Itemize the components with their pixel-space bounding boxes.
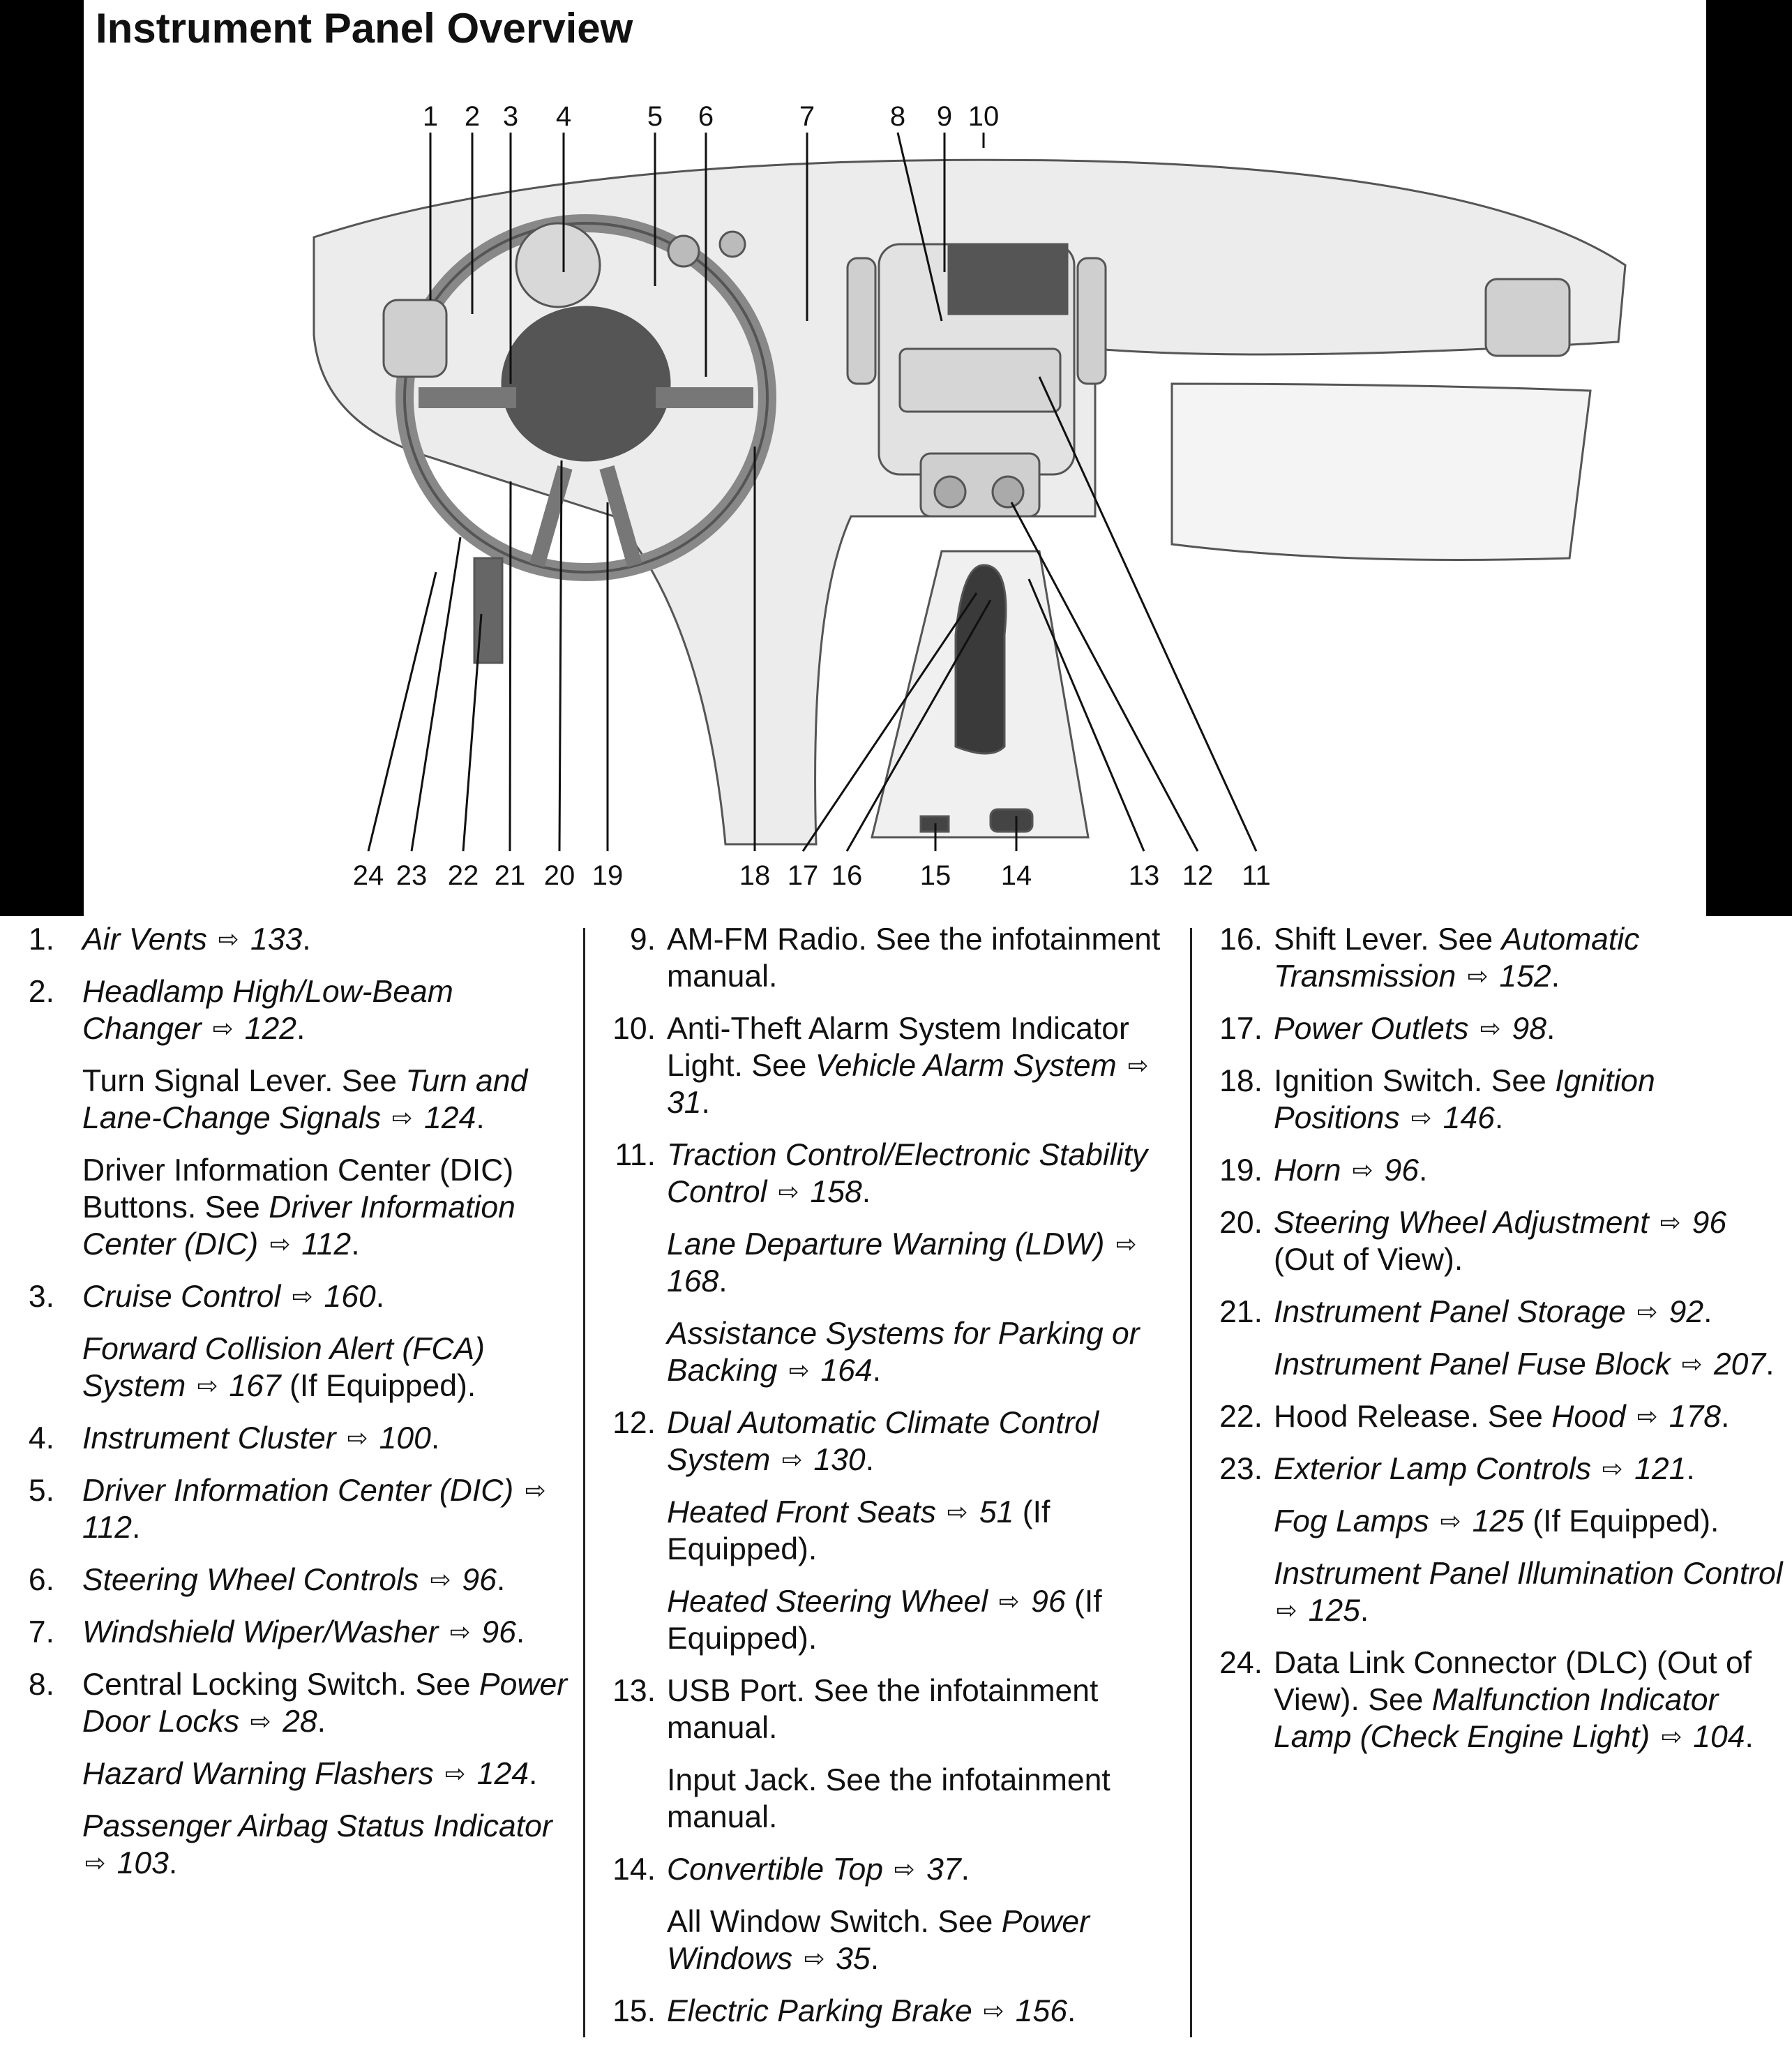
legend-column-1 [21,921,572,1897]
page-number: 158 [801,1175,862,1209]
legend-text: . [1745,1720,1754,1754]
legend-number: 14. [612,1852,656,1887]
arrow-icon: ⇨ [1479,1014,1501,1043]
legend-number: 1. [28,922,54,957]
legend-number: 7. [28,1615,54,1649]
legend-text: AM-FM Radio. See the infotainment manual. [667,922,1161,994]
legend-number: 24. [1219,1646,1263,1680]
legend-entry [1212,1204,1784,1278]
column-divider-1 [583,928,585,2037]
page-reference [1274,1594,1360,1628]
legend-text: . [961,1852,970,1887]
legend-text: . [529,1757,538,1791]
legend-number: 16. [1219,922,1263,957]
bottom-callout-22: 22 [447,860,479,891]
legend-text: Central Locking Switch. See [82,1668,479,1702]
legend-text: . [515,1615,525,1649]
arrow-icon: ⇨ [218,925,239,954]
page-number: 51 [970,1495,1014,1529]
page-number: 96 [1022,1585,1066,1619]
legend-text: USB Port. See the infotainment manual. [667,1674,1099,1745]
page-number: 31 [667,1086,702,1120]
arrow-icon: ⇨ [444,1760,466,1788]
topic-title: Air Vents [82,922,207,957]
topic-title: Ignition Positions [1274,1064,1655,1135]
topic-title: Hood [1551,1400,1626,1434]
legend-entry [605,1226,1177,1300]
page-reference [767,1175,861,1209]
legend-text: . [718,1264,728,1298]
topic-title: Heated Front Seats [667,1495,936,1529]
topic-title: Power Windows [667,1905,1090,1976]
legend-entry [1212,1555,1784,1629]
legend-text: . [1720,1400,1730,1434]
arrow-icon: ⇨ [392,1104,413,1132]
topic-title: Heated Steering Wheel [667,1585,988,1619]
topic-title: Power Door Locks [82,1668,568,1739]
page-number: 112 [292,1227,352,1261]
arrow-icon: ⇨ [1352,1156,1373,1185]
arrow-icon: ⇨ [525,1476,546,1505]
legend-text: Turn Signal Lever. See [82,1064,406,1098]
top-callout-6: 6 [698,101,714,132]
legend-entry [1212,1503,1784,1540]
page-reference [186,1369,280,1403]
legend-number: 8. [28,1668,54,1702]
legend-number: 18. [1219,1064,1263,1098]
bottom-callout-12: 12 [1182,860,1214,891]
legend-text: . [476,1101,485,1135]
legend-entry [21,973,572,1047]
legend-number: 21. [1219,1295,1263,1329]
topic-title: Horn [1274,1153,1341,1188]
topic-title: Hazard Warning Flashers [82,1757,434,1791]
page-reference [936,1495,1014,1529]
arrow-icon: ⇨ [1602,1455,1624,1483]
page-number: 124 [468,1757,529,1791]
arrow-icon: ⇨ [778,1178,799,1206]
legend-entry [1212,1451,1784,1488]
legend-number: 3. [28,1280,54,1314]
legend-text: . [1360,1594,1369,1628]
legend-column-2 [605,921,1177,2045]
arrow-icon: ⇨ [1659,1208,1681,1237]
legend-number: 15. [612,1994,656,2028]
legend-entry [1212,921,1784,995]
page-number: 96 [453,1563,497,1597]
bottom-callout-19: 19 [592,860,624,891]
page-reference [777,1354,872,1388]
legend-entry [21,1420,572,1457]
topic-title: Driver Information Center (DIC) [82,1474,514,1508]
legend-number: 17. [1219,1012,1263,1046]
page-number: 146 [1434,1101,1495,1135]
bottom-callout-20: 20 [543,860,575,891]
page-reference [434,1757,529,1791]
legend-number: 13. [612,1674,656,1708]
bottom-callout-13: 13 [1128,860,1160,891]
page-reference [1650,1720,1745,1754]
page-number: 167 [220,1369,281,1403]
legend-entry [21,1666,572,1740]
topic-title: Instrument Panel Storage [1274,1295,1626,1329]
page-number: 35 [827,1942,871,1976]
page-reference [202,1012,296,1046]
legend-entry [21,1152,572,1263]
legend-text: Ignition Switch. See [1274,1064,1556,1098]
page-number: 124 [415,1101,476,1135]
legend-text: . [1419,1153,1428,1188]
legend-text: Driver Information Center (DIC) Buttons. See [82,1153,514,1224]
legend-entry [605,1672,1177,1746]
top-callout-4: 4 [555,101,572,132]
page-number: 96 [1683,1206,1727,1240]
legend-text: . [861,1175,871,1209]
legend-entry [21,1472,572,1546]
page-number: 121 [1625,1452,1687,1486]
legend-entry [1212,1645,1784,1755]
page-number: 125 [1463,1504,1524,1538]
legend-number: 19. [1219,1153,1263,1188]
bottom-callout-24: 24 [352,860,384,891]
legend-text: Input Jack. See the infotainment manual. [667,1763,1110,1834]
legend-entry [605,1762,1177,1836]
page-number: 133 [241,922,303,957]
page-title: Instrument Panel Overview [96,5,633,52]
arrow-icon: ⇨ [1276,1596,1297,1625]
legend-entry [605,1993,1177,2030]
page-reference [258,1227,351,1261]
topic-title: Windshield Wiper/Washer [82,1615,439,1649]
topic-title: Instrument Panel Fuse Block [1274,1347,1671,1381]
arrow-icon: ⇨ [1127,1051,1149,1080]
arrow-icon: ⇨ [894,1855,915,1884]
page-reference [1591,1452,1686,1486]
page-reference [1671,1347,1765,1381]
topic-title: Driver Information Center (DIC) [82,1190,515,1261]
arrow-icon: ⇨ [1115,1230,1137,1259]
legend-entry [605,1404,1177,1478]
top-callout-1: 1 [422,101,439,132]
legend-entry [21,1331,572,1404]
legend-text: . [1703,1295,1712,1329]
topic-title: Power Outlets [1274,1012,1469,1046]
page-reference [1626,1295,1704,1329]
topic-title: Dual Automatic Climate Control System [667,1406,1099,1477]
topic-title: Vehicle Alarm System [815,1049,1117,1083]
instrument-panel-diagram [84,91,1706,916]
arrow-icon: ⇨ [788,1356,810,1385]
top-callout-5: 5 [647,101,663,132]
arrow-icon: ⇨ [781,1446,803,1474]
legend-number: 12. [612,1406,656,1440]
topic-title: Fog Lamps [1274,1504,1429,1538]
page-number: 37 [917,1852,961,1887]
page-number: 28 [273,1705,317,1739]
page-number: 100 [370,1421,431,1455]
page-reference [770,1443,865,1477]
arrow-icon: ⇨ [947,1498,968,1527]
legend-entry [605,921,1177,995]
column-divider-2 [1190,928,1192,2037]
arrow-icon: ⇨ [212,1014,234,1043]
arrow-icon: ⇨ [250,1707,272,1736]
arrow-icon: ⇨ [999,1587,1021,1616]
bottom-callout-11: 11 [1242,860,1271,891]
page-reference [972,1994,1067,2028]
page-number: 92 [1660,1295,1704,1329]
bottom-callout-14: 14 [1000,860,1032,891]
topic-title: Headlamp High/Low-Beam Changer [82,975,453,1046]
legend-text: . [870,1942,880,1976]
legend-number: 20. [1219,1206,1263,1240]
page-reference [1400,1101,1495,1135]
legend-entry [1212,1294,1784,1331]
legend-text: . [496,1563,506,1597]
legend-entry [21,1063,572,1137]
page-reference [1626,1400,1721,1434]
legend-entry [605,1010,1177,1121]
topic-title: Traction Control/Electronic Stability Control [667,1138,1148,1209]
legend-text: . [1551,959,1560,994]
bottom-callout-16: 16 [831,860,863,891]
bottom-callout-18: 18 [739,860,771,891]
arrow-icon: ⇨ [430,1566,451,1594]
arrow-icon: ⇨ [292,1282,313,1311]
page-reference [1341,1153,1419,1188]
arrow-icon: ⇨ [1636,1402,1658,1431]
page-number: 112 [82,1511,132,1545]
legend-text: Hood Release. See [1274,1400,1552,1434]
arrow-icon: ⇨ [1410,1104,1432,1132]
arrow-icon: ⇨ [804,1945,825,1973]
page-reference [1456,959,1551,994]
page-reference [381,1101,476,1135]
top-callout-9: 9 [936,101,953,132]
legend-entry [605,1494,1177,1568]
page-reference [336,1421,431,1455]
legend-entry [1212,1152,1784,1189]
legend-text: . [1067,1994,1076,2028]
page-number: 130 [805,1443,866,1477]
topic-title: Convertible Top [667,1852,884,1887]
legend-entry [605,1583,1177,1657]
arrow-icon: ⇨ [84,1849,106,1878]
page-number: 178 [1660,1400,1721,1434]
legend-entry [605,1851,1177,1888]
page-number: 152 [1490,959,1551,994]
legend-text: Shift Lever. See [1274,922,1502,957]
page-number: 168 [667,1264,719,1298]
topic-title: Forward Collision Alert (FCA) System [82,1332,485,1403]
arrow-icon: ⇨ [197,1372,218,1400]
left-black-bar [0,0,84,916]
legend-text: Data Link Connector (DLC) (Out of View). See [1274,1646,1752,1717]
arrow-icon: ⇨ [1681,1350,1703,1379]
legend-number: 6. [28,1563,54,1597]
legend-entry [1212,1346,1784,1383]
legend-entry [1212,1398,1784,1435]
page-reference [988,1585,1066,1619]
legend-entry [1212,1010,1784,1047]
legend-number: 10. [612,1012,656,1046]
page-number: 96 [1376,1153,1419,1188]
legend-text: Anti-Theft Alarm System Indicator Light. See [667,1012,1129,1083]
page-number: 104 [1684,1720,1745,1754]
top-callout-10: 10 [967,101,1000,132]
page-reference [82,1846,169,1880]
legend-text: (Out of View). [1274,1243,1463,1277]
topic-title: Passenger Airbag Status Indicator [82,1809,552,1843]
page-reference [1468,1012,1546,1046]
arrow-icon: ⇨ [1636,1298,1658,1326]
legend-number: 2. [28,975,54,1009]
top-callout-2: 2 [464,101,481,132]
page-reference [239,1705,317,1739]
legend-text: . [872,1354,881,1388]
topic-title: Steering Wheel Controls [82,1563,419,1597]
legend-entry [605,1315,1177,1389]
legend-entry [605,1903,1177,1977]
legend-entry [605,1137,1177,1211]
arrow-icon: ⇨ [449,1618,471,1647]
topic-title: Assistance Systems for Parking or Backing [667,1317,1140,1388]
legend-entry [21,1614,572,1651]
legend-text: . [351,1227,360,1261]
legend-text: (If Equipped). [667,1585,1102,1656]
page-number: 207 [1705,1347,1766,1381]
legend-text: (If Equipped). [1523,1504,1719,1538]
legend-text: . [1546,1012,1556,1046]
legend-entry [1212,1063,1784,1137]
top-callout-7: 7 [799,101,815,132]
legend-text: . [375,1280,385,1314]
page-number: 122 [236,1012,296,1046]
top-callout-8: 8 [889,101,906,132]
page-reference [419,1563,497,1597]
page-number: 96 [473,1615,516,1649]
page-reference [792,1942,871,1976]
page-number: 160 [315,1280,376,1314]
page-reference [1649,1206,1727,1240]
topic-title: Exterior Lamp Controls [1274,1452,1592,1486]
topic-title: Electric Parking Brake [667,1994,972,2028]
legend-column-3 [1212,921,1784,1771]
page-number: 156 [1007,1994,1068,2028]
legend-text: . [296,1012,306,1046]
page-number: 103 [108,1846,169,1880]
legend-number: 5. [28,1474,54,1508]
topic-title: Cruise Control [82,1280,281,1314]
legend-text: . [1765,1347,1775,1381]
topic-title: Instrument Cluster [82,1421,336,1455]
topic-title: Lane Departure Warning (LDW) [667,1227,1105,1261]
page-reference [883,1852,961,1887]
page-reference [438,1615,516,1649]
top-callout-3: 3 [502,101,519,132]
arrow-icon: ⇨ [1440,1507,1461,1536]
legend-text: . [131,1511,141,1545]
topic-title: Steering Wheel Adjustment [1274,1206,1649,1240]
page-reference [280,1280,375,1314]
topic-title: Automatic Transmission [1274,922,1640,994]
bottom-callout-17: 17 [787,860,819,891]
legend-text: . [430,1421,440,1455]
bottom-callout-15: 15 [919,860,951,891]
legend-entry [21,921,572,958]
bottom-callout-21: 21 [494,860,526,891]
topic-title: Instrument Panel Illumination Control [1274,1557,1783,1591]
legend-text: . [168,1846,178,1880]
arrow-icon: ⇨ [269,1230,291,1259]
arrow-icon: ⇨ [983,1997,1004,2025]
legend-text: . [1494,1101,1504,1135]
legend-number: 11. [615,1138,656,1172]
arrow-icon: ⇨ [1661,1723,1682,1751]
legend-entry [21,1755,572,1792]
legend-text: . [317,1705,326,1739]
arrow-icon: ⇨ [347,1424,368,1453]
legend-text: . [865,1443,875,1477]
legend-number: 9. [629,922,656,957]
legend-number: 4. [28,1421,54,1455]
page-reference [207,922,302,957]
legend-text: . [701,1086,710,1120]
legend-text: (If Equipped). [667,1495,1051,1566]
legend-entry [21,1561,572,1598]
legend-entry [21,1278,572,1315]
legend-number: 23. [1219,1452,1263,1486]
legend-text: . [302,922,311,957]
page-number: 125 [1300,1594,1360,1628]
topic-title: Malfunction Indicator Lamp (Check Engine Light) [1274,1683,1719,1754]
right-black-bar [1706,0,1792,916]
legend-text: . [1686,1452,1695,1486]
topic-title: Turn and Lane-Change Signals [82,1064,528,1135]
page-reference [1429,1504,1524,1538]
bottom-callout-23: 23 [396,860,428,891]
arrow-icon: ⇨ [1467,962,1489,991]
legend-text: (If Equipped). [280,1369,476,1403]
legend-entry [21,1808,572,1882]
page-number: 98 [1503,1012,1547,1046]
legend-number: 22. [1219,1400,1263,1434]
page-number: 164 [812,1354,873,1388]
legend-text: All Window Switch. See [667,1905,1002,1939]
